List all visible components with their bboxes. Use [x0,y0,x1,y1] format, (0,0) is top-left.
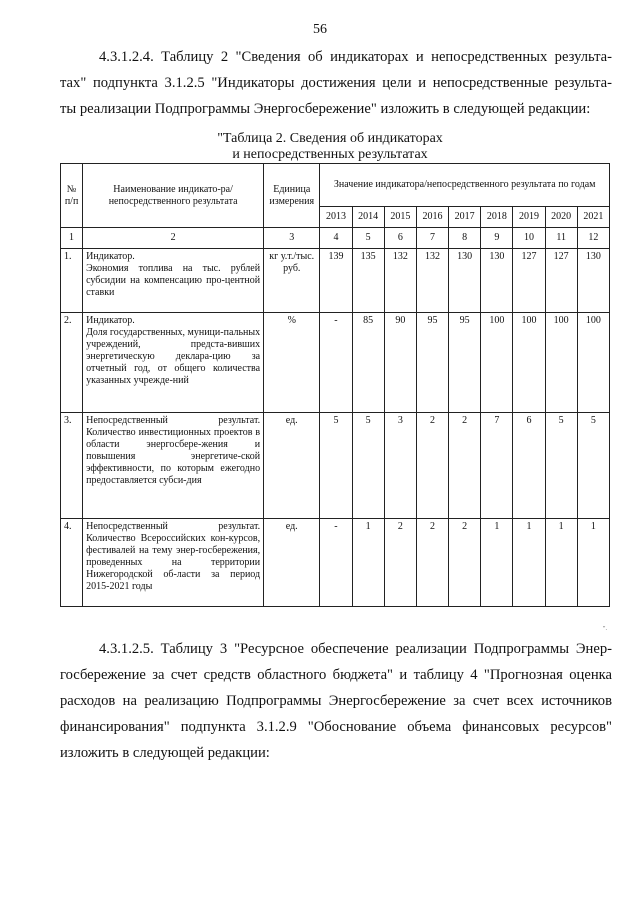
value-cell: 100 [513,313,545,413]
year-cell: 2020 [545,207,577,228]
column-number: 10 [513,228,545,249]
paragraph-2-line: 4.3.1.2.5. Таблицу 3 "Ресурсное обеспечение реализации Подпрограммы Энер- [99,641,612,657]
row-number: 3. [61,413,83,519]
value-cell: 85 [352,313,384,413]
header-unit: Единица измерения [264,164,320,228]
year-cell: 2014 [352,207,384,228]
year-cell: 2018 [481,207,513,228]
column-number: 8 [449,228,481,249]
paragraph-2-line: расходов на реализацию Подпрограммы Энергосбережение за счет всех источников [60,693,612,709]
value-cell: 5 [545,413,577,519]
column-number: 7 [416,228,448,249]
value-cell: 130 [481,249,513,313]
column-number: 2 [83,228,264,249]
paragraph-2-line: изложить в следующей редакции: [60,745,270,761]
value-cell: 100 [577,313,609,413]
value-cell: 3 [384,413,416,519]
value-cell: 1 [513,519,545,607]
table-caption [0,131,640,163]
year-cell: 2021 [577,207,609,228]
value-cell: 2 [416,519,448,607]
header-name: Наименование индикато-ра/непосредственного результата [83,164,264,228]
column-number: 4 [320,228,352,249]
value-cell: 6 [513,413,545,519]
header-num: № п/п [61,164,83,228]
value-cell: 2 [449,413,481,519]
year-cell: 2015 [384,207,416,228]
indicators-table [60,163,610,607]
value-cell: 5 [577,413,609,519]
value-cell: 100 [545,313,577,413]
column-number: 12 [577,228,609,249]
year-cell: 2019 [513,207,545,228]
year-cell: 2017 [449,207,481,228]
table-row [61,249,610,313]
value-cell: 135 [352,249,384,313]
value-cell: 2 [449,519,481,607]
paragraph-1-line: 4.3.1.2.4. Таблицу 2 "Сведения об индикаторах и непосредственных результа- [99,49,612,65]
row-number: 1. [61,249,83,313]
value-cell: - [320,519,352,607]
value-cell: 1 [545,519,577,607]
value-cell: 132 [384,249,416,313]
table-header-row [61,164,610,207]
paragraph-1 [60,44,612,122]
value-cell: - [320,313,352,413]
paragraph-1-line: тах" подпункта 3.1.2.5 "Индикаторы достижения цели и непосредственные результа- [60,75,612,91]
value-cell: 130 [577,249,609,313]
value-cell: 1 [481,519,513,607]
indicator-name: Непосредственный результат. Количество Всероссийских кон-курсов, фестивалей на тему энер-госбережения, проведенных на территории Нижегородской об-ласти за период 2015-2021 годы [83,519,264,607]
paragraph-1-line: ты реализации Подпрограммы Энергосбережение" изложить в следующей редакции: [60,101,591,117]
paragraph-2-line: госбережение за счет средств областного бюджета" и таблицу 4 "Прогнозная оценка [60,667,612,683]
column-number: 11 [545,228,577,249]
column-number: 5 [352,228,384,249]
unit-cell: ед. [264,519,320,607]
indicator-name: Непосредственный результат. Количество инвестиционных проектов в области энергосбере-жения и повышения энергетиче-ской эффективности, по которым ежегодно предоставляется субси-дия [83,413,264,519]
value-cell: 2 [416,413,448,519]
value-cell: 1 [577,519,609,607]
end-quote-mark: ". [603,626,607,632]
unit-cell: кг у.т./тыс. руб. [264,249,320,313]
table-row [61,519,610,607]
header-values: Значение индикатора/непосредственного результата по годам [320,164,610,207]
column-number: 1 [61,228,83,249]
row-number: 2. [61,313,83,413]
value-cell: 90 [384,313,416,413]
value-cell: 127 [513,249,545,313]
table-caption-line-2: и непосредственных результатах [232,147,428,162]
value-cell: 127 [545,249,577,313]
indicator-name: Индикатор. Доля государственных, муници-пальных учреждений, предста-вивших энергетическую деклара-цию за отчетный год, от общего количества указанных учрежде-ний [83,313,264,413]
value-cell: 2 [384,519,416,607]
unit-cell: % [264,313,320,413]
table-caption-line-1: "Таблица 2. Сведения об индикаторах [217,131,443,146]
indicator-name: Индикатор. Экономия топлива на тыс. рублей субсидии на компенсацию про-центной ставки [83,249,264,313]
paragraph-2-line: финансирования" подпункта 3.1.2.9 "Обоснование объема финансовых ресурсов" [60,719,612,735]
page-number: 56 [313,22,327,37]
value-cell: 139 [320,249,352,313]
value-cell: 95 [416,313,448,413]
value-cell: 100 [481,313,513,413]
column-number: 3 [264,228,320,249]
value-cell: 130 [449,249,481,313]
unit-cell: ед. [264,413,320,519]
value-cell: 7 [481,413,513,519]
year-cell: 2016 [416,207,448,228]
column-number: 6 [384,228,416,249]
row-number: 4. [61,519,83,607]
table-row [61,413,610,519]
paragraph-2 [60,636,612,766]
value-cell: 95 [449,313,481,413]
column-numbers-row [61,228,610,249]
table-row [61,313,610,413]
value-cell: 132 [416,249,448,313]
column-number: 9 [481,228,513,249]
year-cell: 2013 [320,207,352,228]
value-cell: 5 [320,413,352,519]
value-cell: 1 [352,519,384,607]
value-cell: 5 [352,413,384,519]
